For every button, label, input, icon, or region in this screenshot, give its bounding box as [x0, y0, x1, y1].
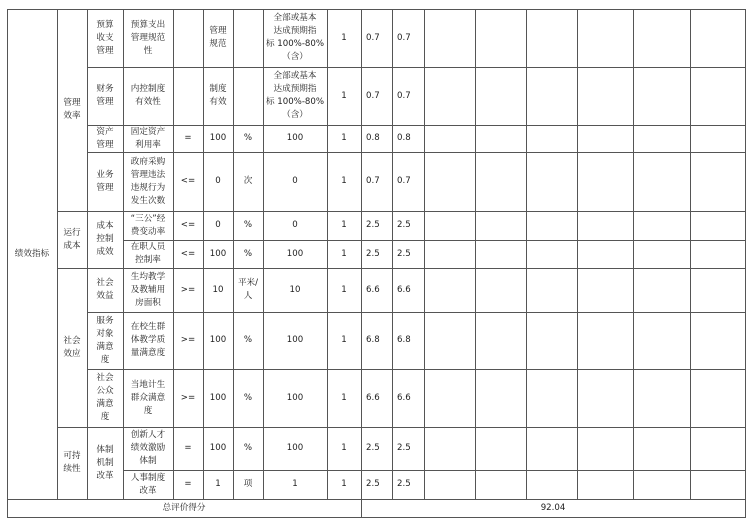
indicator-weight: 1 [341, 220, 347, 230]
indicator-operator: >= [180, 284, 196, 295]
total-value: 92.04 [540, 502, 566, 513]
subgroup-label: 成本 控制 成效 [96, 221, 114, 257]
indicator-operator [173, 67, 203, 125]
indicator-name: “三公”经 费变动率 [130, 213, 166, 237]
subgroup-label: 体制 机制 改革 [96, 444, 114, 481]
indicator-operator: <= [180, 220, 196, 230]
indicator-standard: 全部或基本 达成预期指 标 100%-80% （含） [265, 13, 325, 62]
indicator-target-value: 0 [215, 220, 221, 230]
indicator-weight: 1 [341, 335, 347, 345]
indicator-name: 在校生群 体教学质 量满意度 [130, 322, 166, 358]
indicator-standard: 100 [286, 443, 304, 453]
indicator-final-score: 2.5 [397, 220, 411, 230]
indicator-score: 6.6 [366, 284, 380, 295]
indicator-name: 人事制度 改革 [130, 472, 166, 496]
indicator-final-score: 6.6 [397, 284, 411, 295]
indicator-weight: 1 [341, 176, 347, 186]
grid-line-v [577, 9, 578, 500]
group-label: 社会 效应 [63, 335, 81, 359]
indicator-weight: 1 [341, 443, 347, 453]
indicator-weight: 1 [341, 248, 347, 259]
indicator-unit: % [243, 220, 253, 230]
indicator-weight: 1 [341, 479, 347, 489]
indicator-operator: = [184, 443, 192, 453]
grid-line-v [526, 9, 527, 500]
indicator-name: 创新人才 绩效激励 体制 [130, 430, 166, 466]
indicator-target-value: 10 [212, 284, 224, 295]
indicator-standard: 100 [286, 335, 304, 345]
subgroup-label: 预算 收支 管理 [96, 19, 114, 56]
indicator-unit [233, 67, 263, 125]
indicator-name: 当地计生 群众满意 度 [130, 379, 166, 416]
indicator-weight: 1 [341, 32, 347, 43]
indicator-target-value: 100 [209, 335, 227, 345]
indicator-score: 0.7 [366, 32, 380, 43]
indicator-target-value: 100 [209, 392, 227, 403]
indicator-unit [233, 9, 263, 67]
indicator-operator: = [184, 479, 192, 489]
indicator-final-score: 6.8 [397, 335, 411, 345]
indicator-unit: 次 [243, 176, 253, 186]
subgroup-label: 资产 管理 [96, 126, 114, 150]
indicator-weight: 1 [341, 284, 347, 295]
indicator-standard: 100 [286, 133, 304, 143]
indicator-target-value: 1 [215, 479, 221, 489]
level1-label: 绩效指标 [14, 248, 50, 259]
indicator-standard: 1 [292, 479, 298, 489]
indicator-operator: >= [180, 335, 196, 345]
indicator-weight: 1 [341, 392, 347, 403]
indicator-name: 固定资产 利用率 [130, 126, 166, 150]
grid-line-v [424, 9, 425, 500]
indicator-target-value: 100 [209, 248, 227, 259]
grid-line-v [633, 9, 634, 500]
indicator-name: 生均教学 及教辅用 房面积 [130, 271, 166, 308]
indicator-score: 2.5 [366, 220, 380, 230]
indicator-final-score: 6.6 [397, 392, 411, 403]
indicator-score: 0.7 [366, 90, 380, 101]
indicator-operator: <= [180, 176, 196, 186]
indicator-final-score: 0.7 [397, 176, 411, 186]
indicator-unit: % [243, 248, 253, 259]
indicator-unit: 项 [243, 479, 253, 489]
indicator-operator: <= [180, 248, 196, 259]
grid-line-h [7, 517, 746, 518]
indicator-final-score: 0.7 [397, 90, 411, 101]
indicator-score: 0.7 [366, 176, 380, 186]
group-label: 可持 续性 [63, 451, 81, 474]
indicator-operator: = [184, 133, 192, 143]
grid-line-v [745, 9, 746, 518]
grid-line-v [690, 9, 691, 500]
indicator-name: 内控制度 有效性 [130, 84, 166, 107]
group-label: 运行 成本 [63, 227, 81, 251]
indicator-score: 0.8 [366, 133, 380, 143]
indicator-standard: 0 [292, 176, 298, 186]
indicator-weight: 1 [341, 90, 347, 101]
indicator-final-score: 2.5 [397, 248, 411, 259]
indicator-score: 2.5 [366, 479, 380, 489]
indicator-unit: % [243, 335, 253, 345]
indicator-standard: 全部或基本 达成预期指 标 100%-80% （含） [265, 71, 325, 120]
indicator-unit: % [243, 392, 253, 403]
indicator-standard: 10 [289, 284, 301, 295]
indicator-target-value: 100 [209, 133, 227, 143]
indicator-unit: % [243, 133, 253, 143]
indicator-standard: 100 [286, 392, 304, 403]
indicator-score: 6.6 [366, 392, 380, 403]
indicator-unit: % [243, 443, 253, 453]
group-label: 管理 效率 [63, 98, 81, 121]
total-label: 总评价得分 [162, 502, 206, 513]
indicator-name: 预算支出 管理规范 性 [130, 19, 166, 56]
indicator-standard: 0 [292, 220, 298, 230]
indicator-weight: 1 [341, 133, 347, 143]
indicator-target-value: 100 [209, 443, 227, 453]
indicator-operator [173, 9, 203, 67]
indicator-target-value: 0 [215, 176, 221, 186]
subgroup-label: 业务 管理 [96, 169, 114, 193]
indicator-score: 2.5 [366, 443, 380, 453]
subgroup-label: 财务 管理 [96, 84, 114, 107]
indicator-operator: >= [180, 392, 196, 403]
subgroup-label: 社会 效益 [96, 278, 114, 301]
subgroup-label: 社会 公众 满意 度 [96, 373, 114, 422]
indicator-name: 在职人员 控制率 [130, 242, 166, 265]
indicator-target-value: 管理 规范 [209, 26, 227, 49]
indicator-target-value: 制度 有效 [209, 84, 227, 107]
indicator-score: 2.5 [366, 248, 380, 259]
indicator-final-score: 0.8 [397, 133, 411, 143]
indicator-final-score: 2.5 [397, 443, 411, 453]
indicator-name: 政府采购 管理违法 违规行为 发生次数 [130, 156, 166, 206]
indicator-standard: 100 [286, 248, 304, 259]
subgroup-label: 服务 对象 满意 度 [96, 315, 114, 365]
indicator-unit: 平米/ 人 [237, 278, 259, 301]
grid-line-v [475, 9, 476, 500]
indicator-final-score: 2.5 [397, 479, 411, 489]
indicator-final-score: 0.7 [397, 32, 411, 43]
indicator-score: 6.8 [366, 335, 380, 345]
